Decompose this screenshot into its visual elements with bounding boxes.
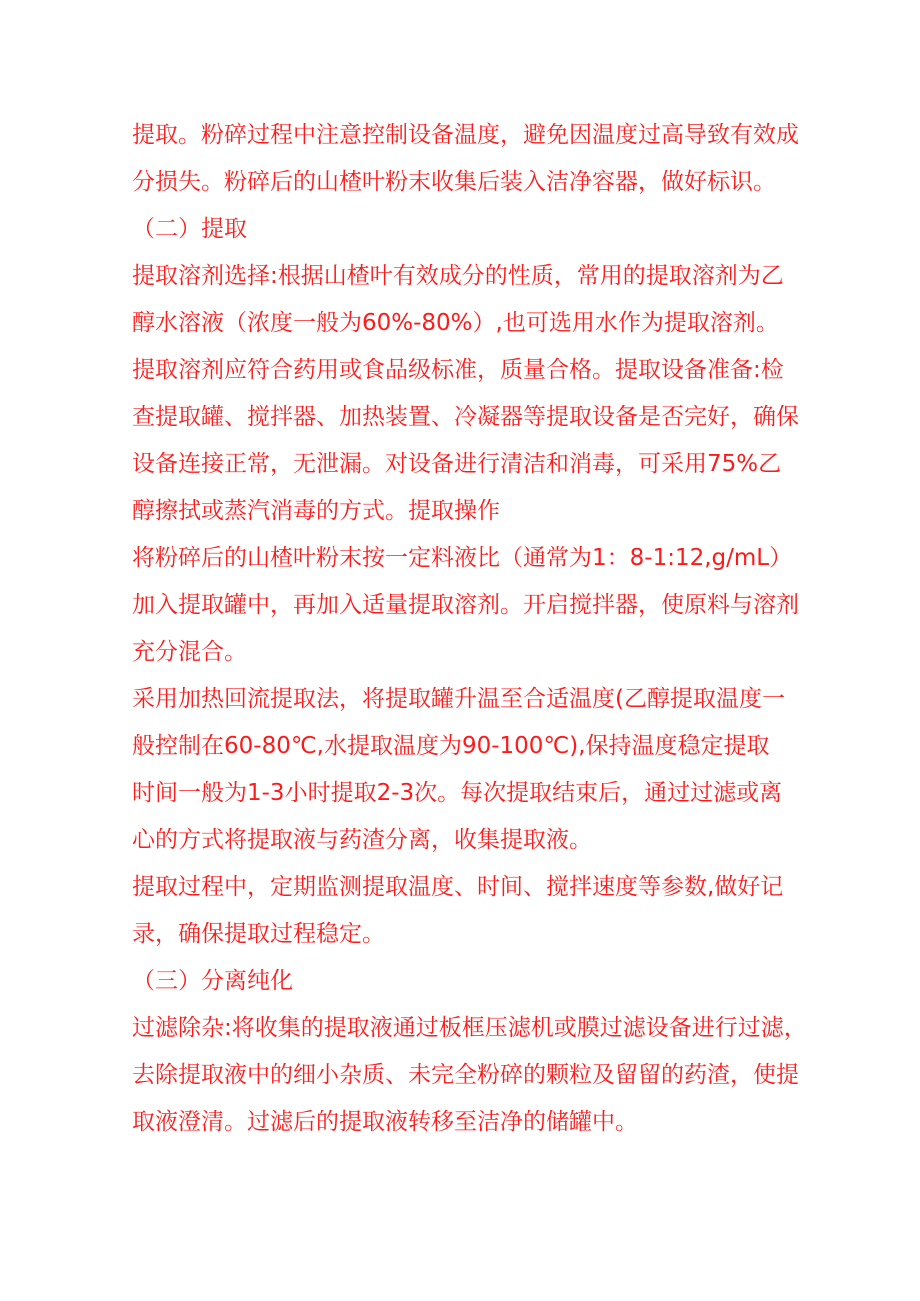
text-line: 醇擦拭或蒸汽消毒的方式。提取操作 — [132, 498, 500, 524]
text-line: 分损失。粉碎后的山楂叶粉末收集后装入洁净容器，做好标识。 — [132, 169, 776, 195]
text-line: 取液澄清。过滤后的提取液转移至洁净的储罐中。 — [132, 1109, 638, 1135]
text-line: 设备连接正常，无泄漏。对设备进行清洁和消毒，可采用75%乙 — [132, 451, 782, 477]
text-line: 提取。粉碎过程中注意控制设备温度，避免因温度过高导致有效成 — [132, 122, 799, 148]
text-line: 采用加热回流提取法，将提取罐升温至合适温度(乙醇提取温度一 — [132, 686, 785, 712]
text-line: 去除提取液中的细小杂质、未完全粉碎的颗粒及留留的药渣，使提 — [132, 1062, 799, 1088]
section-heading-extraction: （二）提取 — [132, 216, 247, 242]
text-line: 将粉碎后的山楂叶粉末按一定料液比（通常为1：8-1:12,g/mL） — [132, 545, 793, 571]
document-body — [132, 112, 807, 1146]
text-line: 般控制在60-80℃,水提取温度为90-100℃),保持温度稳定提取 — [132, 733, 770, 759]
text-line: 醇水溶液（浓度一般为60%-80%）,也可选用水作为提取溶剂。 — [132, 310, 779, 336]
text-line: 加入提取罐中，再加入适量提取溶剂。开启搅拌器，使原料与溶剂 — [132, 592, 799, 618]
text-line: 心的方式将提取液与药渣分离，收集提取液。 — [132, 827, 592, 853]
text-line: 时间一般为1-3小时提取2-3次。每次提取结束后，通过过滤或离 — [132, 780, 783, 806]
text-line: 查提取罐、搅拌器、加热装置、冷凝器等提取设备是否完好，确保 — [132, 404, 799, 430]
text-line: 录，确保提取过程稳定。 — [132, 921, 385, 947]
text-line: 提取过程中，定期监测提取温度、时间、搅拌速度等参数,做好记 — [132, 874, 784, 900]
text-line: 提取溶剂应符合药用或食品级标准，质量合格。提取设备准备:检 — [132, 357, 784, 383]
text-line: 充分混合。 — [132, 639, 247, 665]
text-line: 过滤除杂:将收集的提取液通过板框压滤机或膜过滤设备进行过滤， — [132, 1015, 807, 1041]
section-heading-separation: （三）分离纯化 — [132, 968, 293, 994]
text-line: 提取溶剂选择:根据山楂叶有效成分的性质，常用的提取溶剂为乙 — [132, 263, 784, 289]
